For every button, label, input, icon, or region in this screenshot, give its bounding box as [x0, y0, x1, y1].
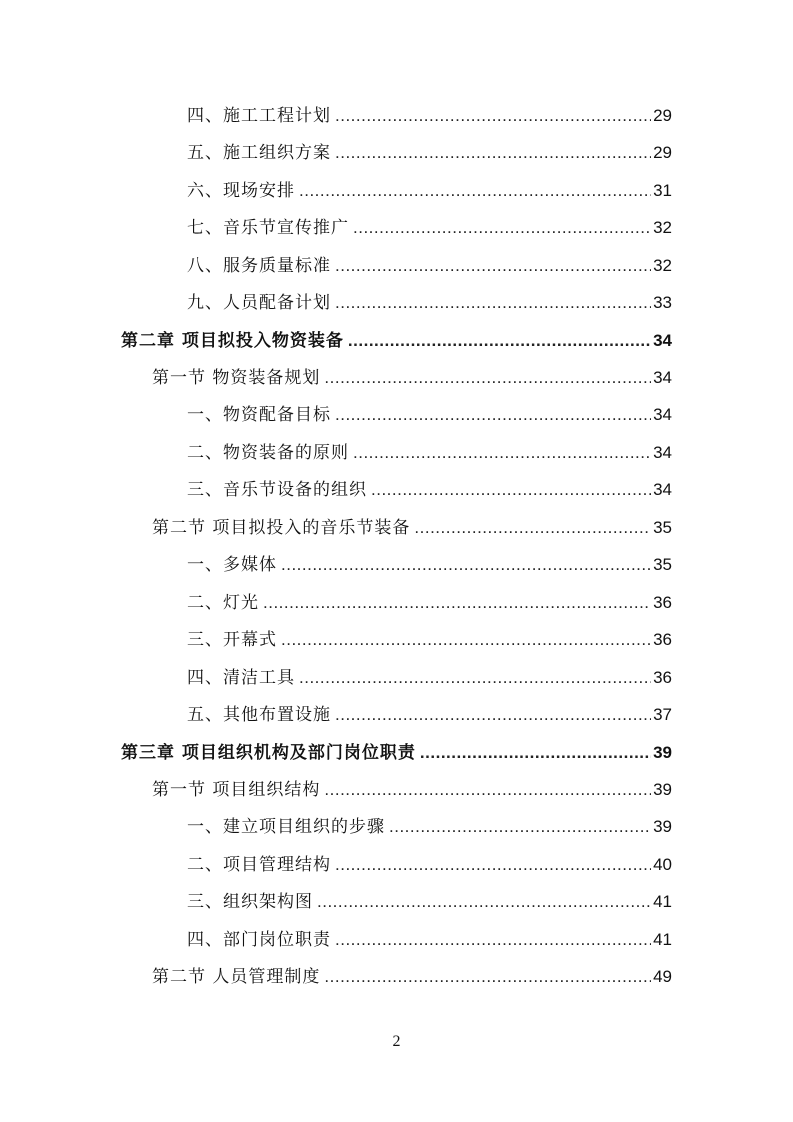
toc-entry[interactable]	[187, 438, 672, 475]
toc-entry-page: 37	[653, 705, 672, 724]
toc-entry[interactable]	[187, 101, 672, 138]
dot-leader	[420, 743, 651, 763]
dot-leader	[335, 855, 651, 875]
toc-entry-label: 三、组织架构图	[187, 892, 313, 912]
toc-entry[interactable]	[187, 288, 672, 325]
dot-leader	[281, 630, 651, 650]
toc-entry[interactable]	[187, 812, 672, 849]
dot-leader	[324, 780, 651, 800]
toc-entry-label: 四、部门岗位职责	[187, 930, 331, 950]
toc-entry-label: 二、物资装备的原则	[187, 443, 349, 463]
toc-entry[interactable]	[187, 700, 672, 737]
toc-entry-page: 34	[653, 368, 672, 387]
toc-section[interactable]	[152, 363, 672, 400]
toc-entry-page: 49	[653, 967, 672, 986]
dot-leader	[299, 668, 651, 688]
toc-entry[interactable]	[187, 850, 672, 887]
toc-entry-page: 41	[653, 930, 672, 949]
toc-entry-label: 第一节 物资装备规划	[152, 368, 321, 388]
toc-entry-label: 六、现场安排	[187, 181, 295, 201]
dot-leader	[324, 368, 651, 388]
toc-entry-label: 第二节 人员管理制度	[152, 967, 321, 987]
toc-entry[interactable]	[187, 176, 672, 213]
dot-leader	[371, 480, 651, 500]
toc-entry-page: 34	[653, 443, 672, 462]
toc-entry-label: 一、建立项目组织的步骤	[187, 817, 385, 837]
toc-entry-label: 第三章 项目组织机构及部门岗位职责	[121, 743, 416, 763]
toc-entry-label: 五、施工组织方案	[187, 143, 331, 163]
toc-entry-label: 一、物资配备目标	[187, 405, 331, 425]
toc-entry-label: 第一节 项目组织结构	[152, 780, 321, 800]
dot-leader	[353, 218, 651, 238]
toc-entry-page: 39	[653, 817, 672, 836]
dot-leader	[335, 143, 651, 163]
toc-entry[interactable]	[187, 251, 672, 288]
dot-leader	[324, 967, 651, 987]
toc-entry-page: 35	[653, 555, 672, 574]
dot-leader	[281, 555, 651, 575]
toc-entry-label: 九、人员配备计划	[187, 293, 331, 313]
toc-entry[interactable]	[187, 400, 672, 437]
toc-chapter[interactable]	[121, 326, 672, 363]
toc-entry-page: 35	[653, 518, 672, 537]
toc-entry-page: 40	[653, 855, 672, 874]
toc-section[interactable]	[152, 513, 672, 550]
toc-entry-page: 34	[653, 331, 672, 350]
toc-entry-page: 36	[653, 630, 672, 649]
dot-leader	[348, 331, 651, 351]
toc-entry-page: 32	[653, 256, 672, 275]
toc-entry-label: 第二章 项目拟投入物资装备	[121, 331, 344, 351]
toc-entry-page: 32	[653, 218, 672, 237]
toc-entry-page: 39	[653, 780, 672, 799]
toc-entry-label: 四、施工工程计划	[187, 106, 331, 126]
toc-entry-page: 34	[653, 480, 672, 499]
toc-chapter[interactable]	[121, 738, 672, 775]
toc-entry[interactable]	[187, 213, 672, 250]
toc-entry-page: 33	[653, 293, 672, 312]
toc-entry-page: 36	[653, 668, 672, 687]
toc-entry[interactable]	[187, 550, 672, 587]
dot-leader	[353, 443, 651, 463]
toc-entry-label: 一、多媒体	[187, 555, 277, 575]
toc-entry-label: 三、开幕式	[187, 630, 277, 650]
toc-entry-label: 三、音乐节设备的组织	[187, 480, 367, 500]
dot-leader	[263, 593, 651, 613]
dot-leader	[414, 518, 651, 538]
toc-entry-page: 29	[653, 143, 672, 162]
toc-entry-page: 39	[653, 743, 672, 762]
toc-entry-label: 八、服务质量标准	[187, 256, 331, 276]
dot-leader	[335, 256, 651, 276]
toc-entry[interactable]	[187, 887, 672, 924]
page-number: 2	[392, 1033, 401, 1050]
toc-entry-label: 四、清洁工具	[187, 668, 295, 688]
toc-entry-label: 二、灯光	[187, 593, 259, 613]
toc-entry-page: 34	[653, 405, 672, 424]
dot-leader	[389, 817, 651, 837]
toc-entry[interactable]	[187, 925, 672, 962]
toc-entry-label: 二、项目管理结构	[187, 855, 331, 875]
toc-entry-label: 七、音乐节宣传推广	[187, 218, 349, 238]
toc-entry-page: 29	[653, 106, 672, 125]
toc-entry-label: 五、其他布置设施	[187, 705, 331, 725]
toc-entry-page: 31	[653, 181, 672, 200]
toc-entry[interactable]	[187, 475, 672, 512]
dot-leader	[335, 293, 651, 313]
dot-leader	[335, 405, 651, 425]
dot-leader	[299, 181, 651, 201]
toc-entry[interactable]	[187, 588, 672, 625]
toc-entry[interactable]	[187, 138, 672, 175]
toc-entry[interactable]	[187, 625, 672, 662]
dot-leader	[335, 930, 651, 950]
toc-section[interactable]	[152, 775, 672, 812]
toc-entry-label: 第二节 项目拟投入的音乐节装备	[152, 518, 411, 538]
toc-entry[interactable]	[187, 663, 672, 700]
dot-leader	[335, 705, 651, 725]
toc-entry-page: 36	[653, 593, 672, 612]
toc-entry-page: 41	[653, 892, 672, 911]
toc-section[interactable]	[152, 962, 672, 999]
dot-leader	[335, 106, 651, 126]
dot-leader	[317, 892, 651, 912]
